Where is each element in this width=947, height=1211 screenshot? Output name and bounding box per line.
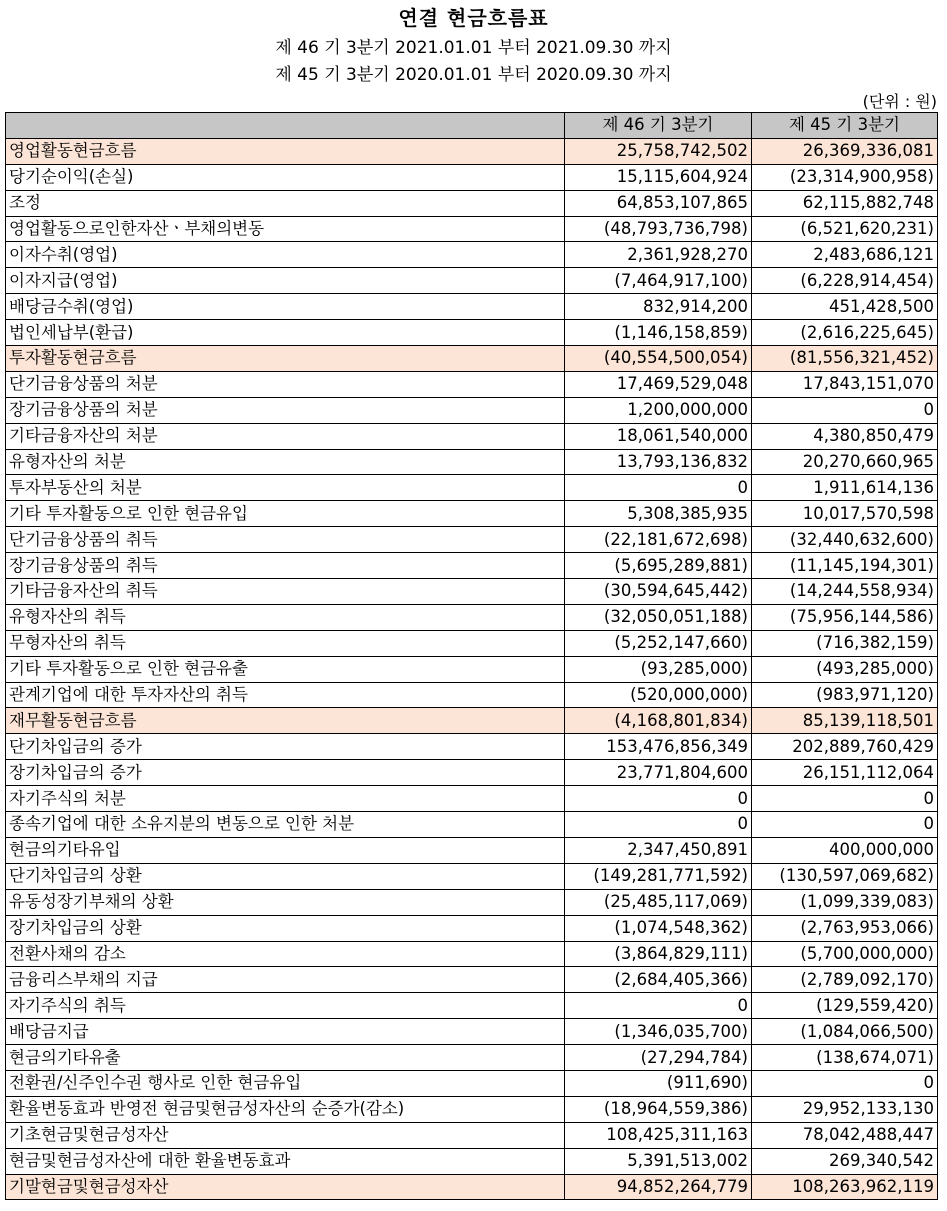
table-row (6, 553, 938, 579)
prior-period-value: (5,700,000,000) (752, 941, 938, 967)
prior-period-value: (2,789,092,170) (752, 967, 938, 993)
current-period-value: (40,554,500,054) (565, 346, 752, 372)
prior-period-value: (6,521,620,231) (752, 216, 938, 242)
table-row (6, 863, 938, 889)
current-period-value: 23,771,804,600 (565, 760, 752, 786)
current-period-value: (149,281,771,592) (565, 863, 752, 889)
row-label: 유형자산의 처분 (6, 449, 565, 475)
row-label: 기타금융자산의 취득 (6, 579, 565, 605)
unit-label: (단위 : 원) (862, 92, 937, 111)
prior-period-value: (75,956,144,586) (752, 604, 938, 630)
prior-period-value: (14,244,558,934) (752, 579, 938, 605)
current-period-value: 0 (565, 812, 752, 838)
current-period-value: 1,200,000,000 (565, 397, 752, 423)
prior-period-value: 269,340,542 (752, 1148, 938, 1174)
row-label: 자기주식의 취득 (6, 993, 565, 1019)
table-row (6, 138, 938, 164)
current-period-value: (911,690) (565, 1070, 752, 1096)
row-label: 영업활동으로인한자산ㆍ부채의변동 (6, 216, 565, 242)
row-label: 전환사채의 감소 (6, 941, 565, 967)
row-label: 투자부동산의 처분 (6, 475, 565, 501)
prior-period-value: (1,084,066,500) (752, 1019, 938, 1045)
row-label: 장기금융상품의 처분 (6, 397, 565, 423)
row-label: 장기차입금의 상환 (6, 915, 565, 941)
row-label: 종속기업에 대한 소유지분의 변동으로 인한 처분 (6, 812, 565, 838)
prior-period-value: 85,139,118,501 (752, 708, 938, 734)
row-label: 무형자산의 취득 (6, 630, 565, 656)
prior-period-value: 1,911,614,136 (752, 475, 938, 501)
prior-period-value: 29,952,133,130 (752, 1096, 938, 1122)
prior-period-value: 78,042,488,447 (752, 1122, 938, 1148)
prior-period-value: (138,674,071) (752, 1045, 938, 1071)
table-row (6, 371, 938, 397)
row-label: 유형자산의 취득 (6, 604, 565, 630)
prior-period-value: (130,597,069,682) (752, 863, 938, 889)
row-label: 이자지급(영업) (6, 268, 565, 294)
prior-period-value: (11,145,194,301) (752, 553, 938, 579)
header-prior-period: 제 45 기 3분기 (752, 113, 938, 139)
prior-period-value: 0 (752, 397, 938, 423)
table-row (6, 786, 938, 812)
prior-period-value: (81,556,321,452) (752, 346, 938, 372)
period-prior: 제 45 기 3분기 2020.01.01 부터 2020.09.30 까지 (275, 65, 672, 85)
table-row (6, 423, 938, 449)
table-row (6, 993, 938, 1019)
table-row (6, 682, 938, 708)
prior-period-value: 4,380,850,479 (752, 423, 938, 449)
row-label: 기말현금및현금성자산 (6, 1174, 565, 1200)
row-label: 기초현금및현금성자산 (6, 1122, 565, 1148)
current-period-value: (4,168,801,834) (565, 708, 752, 734)
row-label: 현금및현금성자산에 대한 환율변동효과 (6, 1148, 565, 1174)
row-label: 유동성장기부채의 상환 (6, 889, 565, 915)
table-row (6, 837, 938, 863)
table-row (6, 1122, 938, 1148)
table-row (6, 268, 938, 294)
table-body (6, 138, 938, 1200)
prior-period-value: (1,099,339,083) (752, 889, 938, 915)
row-label: 단기금융상품의 취득 (6, 527, 565, 553)
table-row (6, 1019, 938, 1045)
row-label: 당기순이익(손실) (6, 164, 565, 190)
row-label: 기타 투자활동으로 인한 현금유출 (6, 656, 565, 682)
table-row (6, 734, 938, 760)
period-current: 제 46 기 3분기 2021.01.01 부터 2021.09.30 까지 (275, 38, 672, 58)
table-row (6, 604, 938, 630)
table-row (6, 889, 938, 915)
current-period-value: (32,050,051,188) (565, 604, 752, 630)
row-label: 기타금융자산의 처분 (6, 423, 565, 449)
table-row (6, 397, 938, 423)
prior-period-value: 10,017,570,598 (752, 501, 938, 527)
prior-period-value: 202,889,760,429 (752, 734, 938, 760)
table-row (6, 579, 938, 605)
row-label: 관계기업에 대한 투자자산의 취득 (6, 682, 565, 708)
row-label: 투자활동현금흐름 (6, 346, 565, 372)
prior-period-value: 62,115,882,748 (752, 190, 938, 216)
current-period-value: (48,793,736,798) (565, 216, 752, 242)
current-period-value: 94,852,264,779 (565, 1174, 752, 1200)
table-row (6, 1174, 938, 1200)
row-label: 현금의기타유입 (6, 837, 565, 863)
prior-period-value: (32,440,632,600) (752, 527, 938, 553)
table-row (6, 527, 938, 553)
table-row (6, 475, 938, 501)
prior-period-value: 108,263,962,119 (752, 1174, 938, 1200)
table-row (6, 1096, 938, 1122)
row-label: 단기차입금의 상환 (6, 863, 565, 889)
table-row (6, 630, 938, 656)
row-label: 배당금수취(영업) (6, 294, 565, 320)
row-label: 단기차입금의 증가 (6, 734, 565, 760)
header-current-period: 제 46 기 3분기 (565, 113, 752, 139)
table-row (6, 320, 938, 346)
current-period-value: (22,181,672,698) (565, 527, 752, 553)
row-label: 금융리스부채의 지급 (6, 967, 565, 993)
table-row (6, 1148, 938, 1174)
prior-period-value: 2,483,686,121 (752, 242, 938, 268)
current-period-value: 18,061,540,000 (565, 423, 752, 449)
current-period-value: 5,391,513,002 (565, 1148, 752, 1174)
current-period-value: (30,594,645,442) (565, 579, 752, 605)
prior-period-value: (129,559,420) (752, 993, 938, 1019)
current-period-value: 2,347,450,891 (565, 837, 752, 863)
current-period-value: 0 (565, 475, 752, 501)
current-period-value: (5,252,147,660) (565, 630, 752, 656)
current-period-value: (1,346,035,700) (565, 1019, 752, 1045)
current-period-value: 832,914,200 (565, 294, 752, 320)
table-header-row (6, 113, 938, 139)
prior-period-value: (983,971,120) (752, 682, 938, 708)
row-label: 법인세납부(환급) (6, 320, 565, 346)
current-period-value: 108,425,311,163 (565, 1122, 752, 1148)
table-row (6, 760, 938, 786)
table-row (6, 164, 938, 190)
prior-period-value: 26,151,112,064 (752, 760, 938, 786)
table-row (6, 812, 938, 838)
current-period-value: 64,853,107,865 (565, 190, 752, 216)
current-period-value: 0 (565, 786, 752, 812)
row-label: 영업활동현금흐름 (6, 138, 565, 164)
prior-period-value: 26,369,336,081 (752, 138, 938, 164)
current-period-value: 153,476,856,349 (565, 734, 752, 760)
current-period-value: 17,469,529,048 (565, 371, 752, 397)
prior-period-value: 451,428,500 (752, 294, 938, 320)
table-row (6, 190, 938, 216)
table-row (6, 1070, 938, 1096)
row-label: 환율변동효과 반영전 현금및현금성자산의 순증가(감소) (6, 1096, 565, 1122)
row-label: 자기주식의 처분 (6, 786, 565, 812)
row-label: 재무활동현금흐름 (6, 708, 565, 734)
current-period-value: 0 (565, 993, 752, 1019)
row-label: 배당금지급 (6, 1019, 565, 1045)
current-period-value: (3,864,829,111) (565, 941, 752, 967)
current-period-value: 13,793,136,832 (565, 449, 752, 475)
current-period-value: 15,115,604,924 (565, 164, 752, 190)
prior-period-value: (23,314,900,958) (752, 164, 938, 190)
table-row (6, 346, 938, 372)
current-period-value: (93,285,000) (565, 656, 752, 682)
prior-period-value: (2,616,225,645) (752, 320, 938, 346)
prior-period-value: 0 (752, 812, 938, 838)
current-period-value: (1,146,158,859) (565, 320, 752, 346)
row-label: 이자수취(영업) (6, 242, 565, 268)
table-row (6, 501, 938, 527)
prior-period-value: 17,843,151,070 (752, 371, 938, 397)
current-period-value: 5,308,385,935 (565, 501, 752, 527)
statement-title: 연결 현금흐름표 (398, 6, 549, 30)
table-row (6, 656, 938, 682)
row-label: 장기차입금의 증가 (6, 760, 565, 786)
prior-period-value: (493,285,000) (752, 656, 938, 682)
table-row (6, 294, 938, 320)
row-label: 기타 투자활동으로 인한 현금유입 (6, 501, 565, 527)
table-row (6, 449, 938, 475)
header-label-cell (6, 113, 565, 139)
current-period-value: (25,485,117,069) (565, 889, 752, 915)
prior-period-value: (2,763,953,066) (752, 915, 938, 941)
table-row (6, 1045, 938, 1071)
current-period-value: 2,361,928,270 (565, 242, 752, 268)
cash-flow-table (5, 112, 938, 1200)
table-row (6, 941, 938, 967)
table-row (6, 967, 938, 993)
prior-period-value: 0 (752, 786, 938, 812)
table-row (6, 708, 938, 734)
prior-period-value: 400,000,000 (752, 837, 938, 863)
current-period-value: (2,684,405,366) (565, 967, 752, 993)
table-row (6, 242, 938, 268)
prior-period-value: 0 (752, 1070, 938, 1096)
current-period-value: (520,000,000) (565, 682, 752, 708)
current-period-value: 25,758,742,502 (565, 138, 752, 164)
row-label: 전환권/신주인수권 행사로 인한 현금유입 (6, 1070, 565, 1096)
row-label: 장기금융상품의 취득 (6, 553, 565, 579)
table-row (6, 216, 938, 242)
current-period-value: (18,964,559,386) (565, 1096, 752, 1122)
table-row (6, 915, 938, 941)
row-label: 조정 (6, 190, 565, 216)
current-period-value: (7,464,917,100) (565, 268, 752, 294)
prior-period-value: (6,228,914,454) (752, 268, 938, 294)
current-period-value: (1,074,548,362) (565, 915, 752, 941)
row-label: 단기금융상품의 처분 (6, 371, 565, 397)
current-period-value: (27,294,784) (565, 1045, 752, 1071)
row-label: 현금의기타유출 (6, 1045, 565, 1071)
current-period-value: (5,695,289,881) (565, 553, 752, 579)
prior-period-value: 20,270,660,965 (752, 449, 938, 475)
prior-period-value: (716,382,159) (752, 630, 938, 656)
